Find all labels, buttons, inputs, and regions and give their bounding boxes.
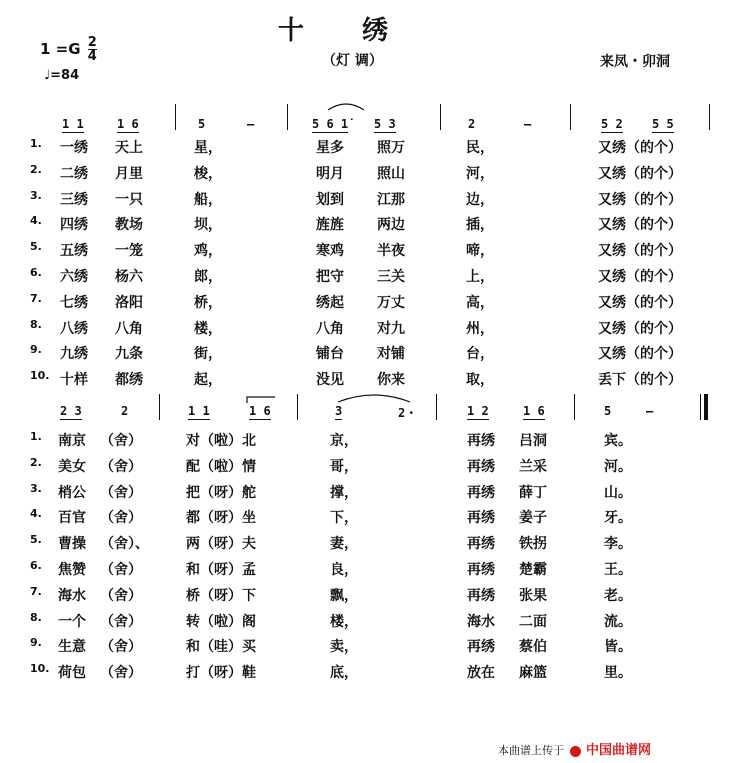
lyric-cell: 蔡伯	[519, 639, 547, 656]
lyric-cell: 没见	[316, 372, 344, 389]
verse-number: 3.	[30, 188, 42, 202]
lyric-cell: 两边	[377, 217, 405, 234]
lyric-cell: （舍）	[100, 562, 142, 578]
lyric-cell: 梢公	[58, 484, 86, 501]
lyric-cell: 又绣（的个）	[598, 165, 682, 182]
lyric-cell: 一个	[58, 613, 86, 630]
lyric-cell: 配（啦）情	[186, 458, 256, 475]
time-bottom: 4	[87, 49, 97, 64]
note-group: 1 1	[62, 117, 84, 131]
lyric-cell: 良，	[330, 562, 358, 578]
lyric-cell: 把守	[316, 269, 344, 285]
lyric-cell: 兰采	[519, 458, 547, 475]
lyric-cell: 宾。	[604, 433, 632, 449]
lyric-cell: 美女	[58, 458, 86, 475]
bar-line	[159, 394, 160, 420]
note-group: —	[646, 404, 654, 418]
lyric-cell: （舍）	[100, 484, 142, 501]
verse-number: 9.	[30, 343, 42, 357]
lyric-cell: 流。	[604, 613, 632, 630]
verse-row	[0, 662, 733, 687]
note-group: 5	[604, 404, 612, 418]
lyric-cell: 对铺	[377, 346, 405, 363]
lyric-cell: 对（啦）北	[186, 433, 256, 449]
lyric-cell: 又绣（的个）	[598, 140, 682, 156]
bar-line	[709, 104, 710, 130]
verse-number: 8.	[30, 610, 42, 624]
lyric-cell: 再绣	[467, 587, 495, 604]
verse-number: 10.	[30, 662, 50, 676]
lyric-cell: 卖，	[330, 639, 358, 656]
lyric-cell: （舍）	[100, 510, 142, 527]
lyric-cell: 海水	[58, 587, 86, 604]
lyric-cell: 明月	[316, 165, 344, 182]
style-label: （灯 调）	[322, 53, 383, 69]
lyric-cell: 教场	[115, 217, 143, 234]
note-group: 1 1	[188, 404, 210, 418]
lyric-cell: 再绣	[467, 433, 495, 449]
lyric-cell: 五绣	[60, 243, 88, 260]
final-bar-line	[704, 394, 708, 420]
lyric-cell: 你来	[377, 372, 405, 389]
lyric-cell: 八角	[115, 320, 143, 337]
note-group: 5 5	[652, 117, 674, 131]
note-group: 2 3	[60, 404, 82, 418]
verse-row	[0, 533, 733, 558]
verse-number: 1.	[30, 430, 42, 443]
lyric-cell: 王。	[604, 562, 632, 578]
note-group: 5	[198, 117, 206, 131]
lyric-cell: 街，	[194, 346, 222, 363]
note-group: —	[247, 117, 255, 131]
lyric-cell: 啼，	[466, 243, 494, 260]
lyric-cell: 底，	[330, 665, 358, 682]
note-group: 5 6 1̇	[312, 117, 349, 131]
lyric-cell: 台，	[466, 346, 494, 363]
lyric-cell: 薛丁	[519, 484, 547, 501]
lyric-cell: 船，	[194, 191, 222, 208]
lyric-cell: 又绣（的个）	[598, 320, 682, 337]
note-group: 1 6	[523, 404, 545, 418]
lyric-cell: 郎，	[194, 269, 222, 285]
bar-line	[297, 394, 298, 420]
lyric-cell: 七绣	[60, 294, 88, 311]
lyric-cell: 楚霸	[519, 562, 547, 578]
lyric-cell: 再绣	[467, 536, 495, 553]
lyric-cell: 又绣（的个）	[598, 269, 682, 285]
lyric-cell: 李。	[604, 536, 632, 553]
lyric-cell: 生意	[58, 639, 86, 656]
lyric-cell: 坝，	[194, 217, 222, 234]
lyric-cell: 二绣	[60, 165, 88, 182]
lyric-cell: 再绣	[467, 639, 495, 656]
verse-row	[0, 137, 733, 162]
lyric-cell: 天上	[115, 140, 143, 156]
lyric-cell: 十样	[60, 372, 88, 389]
lyric-cell: （舍）	[100, 613, 142, 630]
lyric-cell: 八绣	[60, 320, 88, 337]
lyric-cell: 妻，	[330, 536, 358, 553]
verse-number: 3.	[30, 481, 42, 495]
lyric-cell: 民，	[466, 140, 494, 156]
verse-row	[0, 240, 733, 265]
lyric-cell: 里。	[604, 665, 632, 682]
note-group: 5 3	[374, 117, 396, 131]
lyric-cell: 飘，	[330, 587, 358, 604]
verse-number: 5.	[30, 240, 42, 254]
lyric-cell: 两（呀）夫	[186, 536, 256, 553]
note-group: 2	[468, 117, 476, 131]
lyric-cell: 半夜	[377, 243, 405, 260]
lyric-cell: 楼，	[330, 613, 358, 630]
bar-line	[570, 104, 571, 130]
lyric-cell: 月里	[115, 165, 143, 182]
lyric-cell: 再绣	[467, 510, 495, 527]
note-group: 5 2	[601, 117, 623, 131]
verse-number: 4.	[30, 507, 42, 521]
note-group: —	[524, 117, 532, 131]
lyric-cell: （舍）	[100, 433, 142, 449]
verse-row	[0, 507, 733, 532]
verse-row	[0, 585, 733, 610]
lyric-cell: 放在	[467, 665, 495, 682]
lyric-cell: 姜子	[519, 510, 547, 527]
lyric-cell: 转（啦）阁	[186, 613, 256, 630]
lyric-cell: 六绣	[60, 269, 88, 285]
verse-row	[0, 636, 733, 661]
lyric-cell: 万丈	[377, 294, 405, 311]
note-group: 3	[335, 404, 343, 418]
lyric-cell: 焦赞	[58, 562, 86, 578]
verse-number: 5.	[30, 533, 42, 547]
lyric-cell: 老。	[604, 587, 632, 604]
lyric-cell: 山。	[604, 484, 632, 501]
lyric-cell: 又绣（的个）	[598, 243, 682, 260]
lyric-cell: 皆。	[604, 639, 632, 656]
lyric-cell: 张果	[519, 587, 547, 604]
lyric-cell: 百官	[58, 510, 86, 527]
note-group: 1 6	[117, 117, 139, 131]
note-group: 2	[121, 404, 129, 418]
lyric-cell: 河，	[466, 165, 494, 182]
lyric-cell: 铁拐	[519, 536, 547, 553]
lyric-cell: （舍）	[100, 458, 142, 475]
note-group: 2・	[398, 406, 418, 420]
lyric-cell: 照山	[377, 165, 405, 182]
verse-row	[0, 318, 733, 343]
lyric-cell: 和（哇）买	[186, 639, 256, 656]
verse-row	[0, 559, 733, 584]
verse-number: 4.	[30, 214, 42, 228]
slur-mark	[326, 98, 366, 112]
lyric-cell: 梭，	[194, 165, 222, 182]
verse-number: 2.	[30, 455, 42, 469]
logo-icon	[570, 746, 581, 757]
lyric-cell: 麻篮	[519, 665, 547, 682]
verse-number: 9.	[30, 636, 42, 650]
lyric-cell: 寒鸡	[316, 243, 344, 260]
slur-mark	[336, 390, 412, 404]
lyric-cell: 绣起	[316, 294, 344, 311]
lyric-cell: 又绣（的个）	[598, 191, 682, 208]
lyric-cell: 又绣（的个）	[598, 217, 682, 234]
lyric-cell: 三关	[377, 269, 405, 285]
verse-number: 7.	[30, 291, 42, 305]
lyric-cell: 再绣	[467, 484, 495, 501]
lyric-cell: 边，	[466, 191, 494, 208]
lyric-cell: 吕洞	[519, 433, 547, 449]
lyric-cell: 鸡，	[194, 243, 222, 260]
lyric-cell: 打（呀）鞋	[186, 665, 256, 682]
verse-row	[0, 611, 733, 636]
lyric-cell: 照万	[377, 140, 405, 156]
verse-number: 2.	[30, 162, 42, 176]
bar-line	[574, 394, 575, 420]
source-label: 来凤・卯洞	[600, 54, 670, 70]
lyric-cell: 二面	[519, 613, 547, 630]
verse-number: 10.	[30, 369, 50, 383]
lyric-cell: 桥，	[194, 294, 222, 311]
time-signature	[88, 36, 97, 63]
verse-number: 7.	[30, 584, 42, 598]
lyric-cell: 取，	[466, 372, 494, 389]
bar-line	[287, 104, 288, 130]
lyric-cell: 下，	[330, 510, 358, 527]
lyric-cell: 牙。	[604, 510, 632, 527]
lyric-cell: 丢下（的个）	[598, 372, 682, 389]
lyric-cell: 撑，	[330, 484, 358, 501]
verse-row	[0, 189, 733, 214]
lyric-cell: 州，	[466, 320, 494, 337]
bracket-mark	[246, 396, 276, 404]
time-top: 2	[87, 35, 97, 50]
lyric-cell: （舍）	[100, 665, 142, 682]
lyric-cell: 又绣（的个）	[598, 346, 682, 363]
verse-row	[0, 266, 733, 291]
lyric-cell: 楼，	[194, 320, 222, 337]
lyric-cell: 再绣	[467, 562, 495, 578]
tempo-mark: ♩=84	[44, 68, 80, 83]
lyric-cell: 杨六	[115, 269, 143, 285]
lyric-cell: 又绣（的个）	[598, 294, 682, 311]
lyric-cell: 高，	[466, 294, 494, 311]
lyric-cell: 起，	[194, 372, 222, 389]
lyric-cell: 插，	[466, 217, 494, 234]
verse-number: 8.	[30, 317, 42, 331]
lyric-cell: 旌旌	[316, 217, 344, 234]
bar-line	[436, 394, 437, 420]
lyric-cell: 上，	[466, 269, 494, 285]
lyric-cell: 曹操	[58, 536, 86, 553]
lyric-cell: 都（呀）坐	[186, 510, 256, 527]
lyric-cell: 九绣	[60, 346, 88, 363]
lyric-cell: 江那	[377, 191, 405, 208]
verse-row	[0, 214, 733, 239]
lyric-cell: 划到	[316, 191, 344, 208]
note-group: 1 6	[249, 404, 271, 418]
lyric-cell: （舍）、	[100, 536, 149, 553]
lyric-cell: 河。	[604, 458, 632, 475]
final-bar-line	[700, 394, 701, 420]
lyric-cell: 三绣	[60, 191, 88, 208]
verse-number: 6.	[30, 559, 42, 572]
verse-row	[0, 456, 733, 481]
lyric-cell: （舍）	[100, 639, 142, 656]
lyric-cell: （舍）	[100, 587, 142, 604]
lyric-cell: 和（呀）孟	[186, 562, 256, 578]
lyric-cell: 星多	[316, 140, 344, 156]
lyric-cell: 一绣	[60, 140, 88, 156]
lyric-cell: 铺台	[316, 346, 344, 363]
lyric-cell: 荷包	[58, 665, 86, 682]
lyric-cell: 再绣	[467, 458, 495, 475]
song-title: 十绣	[278, 16, 447, 46]
lyric-cell: 哥，	[330, 458, 358, 475]
verse-number: 1.	[30, 137, 42, 150]
lyric-cell: 海水	[467, 613, 495, 630]
footer-text: 本曲谱上传于	[498, 744, 564, 757]
lyric-cell: 把（呀）舵	[186, 484, 256, 501]
verse-row	[0, 292, 733, 317]
footer	[498, 739, 651, 758]
verse-row	[0, 343, 733, 368]
verse-row	[0, 430, 733, 455]
key-label: 1 =G	[40, 40, 81, 58]
lyric-cell: 南京	[58, 433, 86, 449]
lyric-cell: 都绣	[115, 372, 143, 389]
bar-line	[175, 104, 176, 130]
lyric-cell: 对九	[377, 320, 405, 337]
lyric-cell: 桥（呀）下	[186, 587, 256, 604]
verse-number: 6.	[30, 266, 42, 279]
key-signature	[40, 36, 97, 63]
note-group: 1 2	[467, 404, 489, 418]
verse-row	[0, 482, 733, 507]
lyric-cell: 洛阳	[115, 294, 143, 311]
lyric-cell: 九条	[115, 346, 143, 363]
lyric-cell: 四绣	[60, 217, 88, 234]
verse-row	[0, 163, 733, 188]
lyric-cell: 京，	[330, 433, 358, 449]
lyric-cell: 一只	[115, 191, 143, 208]
lyric-cell: 八角	[316, 320, 344, 337]
lyric-cell: 一笼	[115, 243, 143, 260]
footer-brand[interactable]: 中国曲谱网	[586, 743, 652, 758]
bar-line	[440, 104, 441, 130]
lyric-cell: 星，	[194, 140, 222, 156]
